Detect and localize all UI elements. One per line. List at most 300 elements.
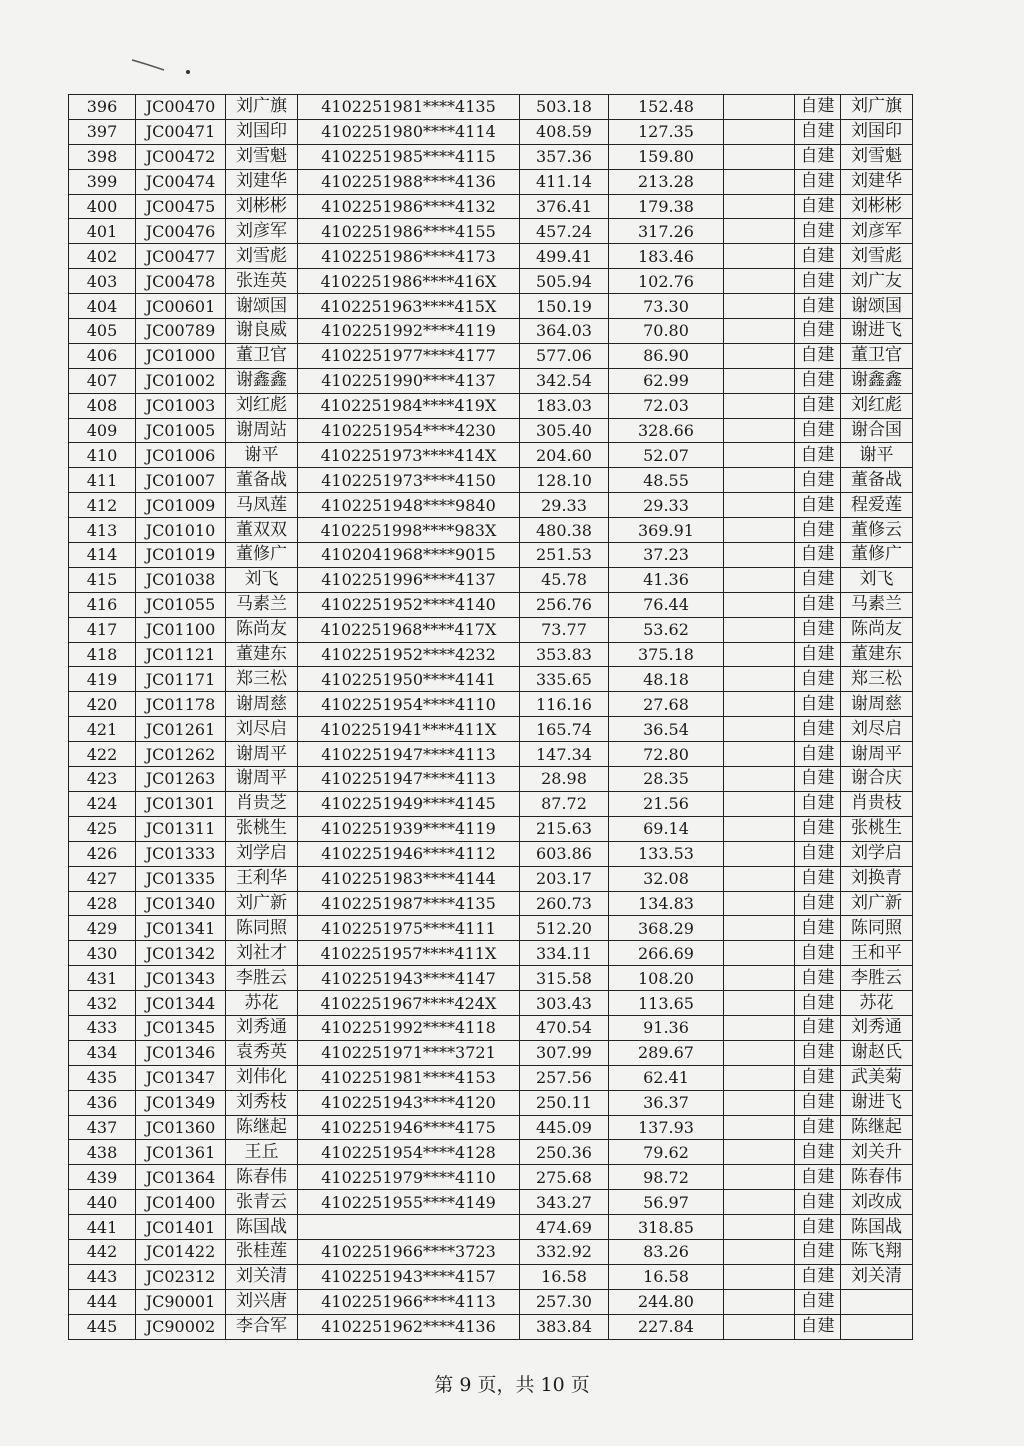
table-row [69, 294, 913, 319]
build-type: 自建 [795, 144, 841, 169]
parcel-code: JC00471 [136, 119, 226, 144]
table-row [69, 791, 913, 816]
owner-name: 谢周平 [841, 742, 913, 767]
blank-cell [724, 1289, 795, 1314]
table-row [69, 866, 913, 891]
owner-name: 刘广旗 [841, 95, 913, 120]
applicant-name: 苏花 [226, 991, 298, 1016]
id-number: 4102251988****4136 [298, 169, 520, 194]
build-type: 自建 [795, 592, 841, 617]
build-type: 自建 [795, 95, 841, 120]
parcel-code: JC00789 [136, 319, 226, 344]
build-type: 自建 [795, 991, 841, 1016]
parcel-code: JC01344 [136, 991, 226, 1016]
building-area: 79.62 [609, 1140, 724, 1165]
build-type: 自建 [795, 119, 841, 144]
parcel-code: JC01349 [136, 1090, 226, 1115]
building-area: 56.97 [609, 1190, 724, 1215]
id-number [298, 1215, 520, 1240]
id-number: 4102251954****4110 [298, 692, 520, 717]
blank-cell [724, 468, 795, 493]
table-row [69, 443, 913, 468]
applicant-name: 马凤莲 [226, 493, 298, 518]
blank-cell [724, 343, 795, 368]
building-area: 86.90 [609, 343, 724, 368]
blank-cell [724, 493, 795, 518]
owner-name [841, 1314, 913, 1339]
id-number: 4102251977****4177 [298, 343, 520, 368]
blank-cell [724, 1090, 795, 1115]
owner-name: 马素兰 [841, 592, 913, 617]
parcel-code: JC01019 [136, 543, 226, 568]
id-number: 4102251986****4132 [298, 194, 520, 219]
row-number: 434 [69, 1040, 136, 1065]
id-number: 4102251966****4113 [298, 1289, 520, 1314]
building-area: 16.58 [609, 1264, 724, 1289]
land-area: 303.43 [520, 991, 609, 1016]
table-row [69, 468, 913, 493]
owner-name: 郑三松 [841, 667, 913, 692]
parcel-code: JC01000 [136, 343, 226, 368]
land-area: 315.58 [520, 966, 609, 991]
row-number: 399 [69, 169, 136, 194]
build-type: 自建 [795, 667, 841, 692]
row-number: 431 [69, 966, 136, 991]
build-type: 自建 [795, 443, 841, 468]
id-number: 4102251943****4120 [298, 1090, 520, 1115]
row-number: 426 [69, 841, 136, 866]
land-area: 260.73 [520, 891, 609, 916]
owner-name: 陈春伟 [841, 1165, 913, 1190]
build-type: 自建 [795, 841, 841, 866]
owner-name: 刘飞 [841, 567, 913, 592]
id-number: 4102251943****4157 [298, 1264, 520, 1289]
building-area: 72.80 [609, 742, 724, 767]
row-number: 419 [69, 667, 136, 692]
build-type: 自建 [795, 1165, 841, 1190]
build-type: 自建 [795, 1065, 841, 1090]
build-type: 自建 [795, 1190, 841, 1215]
parcel-code: JC01400 [136, 1190, 226, 1215]
parcel-code: JC01121 [136, 642, 226, 667]
page-footer: 第 9 页，共 10 页 [434, 1374, 590, 1396]
blank-cell [724, 1215, 795, 1240]
applicant-name: 刘尽启 [226, 717, 298, 742]
row-number: 432 [69, 991, 136, 1016]
row-number: 428 [69, 891, 136, 916]
table-row [69, 841, 913, 866]
build-type: 自建 [795, 717, 841, 742]
owner-name: 董修云 [841, 518, 913, 543]
owner-name: 谢进飞 [841, 319, 913, 344]
land-area: 16.58 [520, 1264, 609, 1289]
row-number: 397 [69, 119, 136, 144]
row-number: 414 [69, 543, 136, 568]
applicant-name: 陈国战 [226, 1215, 298, 1240]
parcel-code: JC01171 [136, 667, 226, 692]
table-row [69, 692, 913, 717]
parcel-code: JC00601 [136, 294, 226, 319]
row-number: 405 [69, 319, 136, 344]
building-area: 28.35 [609, 767, 724, 792]
applicant-name: 刘广旗 [226, 95, 298, 120]
blank-cell [724, 866, 795, 891]
applicant-name: 谢周慈 [226, 692, 298, 717]
applicant-name: 董建东 [226, 642, 298, 667]
applicant-name: 谢周站 [226, 418, 298, 443]
build-type: 自建 [795, 368, 841, 393]
owner-name: 武美菊 [841, 1065, 913, 1090]
land-area: 343.27 [520, 1190, 609, 1215]
building-area: 328.66 [609, 418, 724, 443]
land-area: 128.10 [520, 468, 609, 493]
parcel-code: JC01335 [136, 866, 226, 891]
table-row [69, 567, 913, 592]
building-area: 179.38 [609, 194, 724, 219]
row-number: 421 [69, 717, 136, 742]
build-type: 自建 [795, 791, 841, 816]
land-area: 147.34 [520, 742, 609, 767]
id-number: 4102251962****4136 [298, 1314, 520, 1339]
parcel-code: JC01261 [136, 717, 226, 742]
parcel-code: JC01010 [136, 518, 226, 543]
land-area: 512.20 [520, 916, 609, 941]
blank-cell [724, 1190, 795, 1215]
table-row [69, 941, 913, 966]
blank-cell [724, 592, 795, 617]
building-area: 213.28 [609, 169, 724, 194]
applicant-name: 谢颂国 [226, 294, 298, 319]
building-area: 69.14 [609, 816, 724, 841]
applicant-name: 刘建华 [226, 169, 298, 194]
building-area: 36.54 [609, 717, 724, 742]
id-number: 4102251950****4141 [298, 667, 520, 692]
blank-cell [724, 244, 795, 269]
parcel-code: JC01009 [136, 493, 226, 518]
land-area: 364.03 [520, 319, 609, 344]
applicant-name: 刘伟化 [226, 1065, 298, 1090]
land-area: 183.03 [520, 393, 609, 418]
id-number: 4102251986****4173 [298, 244, 520, 269]
row-number: 415 [69, 567, 136, 592]
building-area: 113.65 [609, 991, 724, 1016]
build-type: 自建 [795, 1090, 841, 1115]
build-type: 自建 [795, 866, 841, 891]
table-row [69, 1289, 913, 1314]
land-area: 470.54 [520, 1015, 609, 1040]
land-area: 335.65 [520, 667, 609, 692]
blank-cell [724, 219, 795, 244]
row-number: 445 [69, 1314, 136, 1339]
id-number: 4102251975****4111 [298, 916, 520, 941]
table-row [69, 916, 913, 941]
building-area: 137.93 [609, 1115, 724, 1140]
blank-cell [724, 567, 795, 592]
parcel-code: JC90001 [136, 1289, 226, 1314]
applicant-name: 刘秀通 [226, 1015, 298, 1040]
applicant-name: 董双双 [226, 518, 298, 543]
building-area: 83.26 [609, 1239, 724, 1264]
id-number: 4102251949****4145 [298, 791, 520, 816]
parcel-code: JC01178 [136, 692, 226, 717]
id-number: 4102251979****4110 [298, 1165, 520, 1190]
table-row [69, 767, 913, 792]
parcel-code: JC01311 [136, 816, 226, 841]
land-area: 204.60 [520, 443, 609, 468]
applicant-name: 陈春伟 [226, 1165, 298, 1190]
table-row [69, 891, 913, 916]
row-number: 437 [69, 1115, 136, 1140]
applicant-name: 刘红彪 [226, 393, 298, 418]
build-type: 自建 [795, 1314, 841, 1339]
land-area: 334.11 [520, 941, 609, 966]
table-row [69, 966, 913, 991]
build-type: 自建 [795, 941, 841, 966]
building-area: 227.84 [609, 1314, 724, 1339]
build-type: 自建 [795, 1239, 841, 1264]
applicant-name: 张桃生 [226, 816, 298, 841]
applicant-name: 李合军 [226, 1314, 298, 1339]
owner-name: 刘雪魁 [841, 144, 913, 169]
owner-name: 刘学启 [841, 841, 913, 866]
owner-name: 刘关升 [841, 1140, 913, 1165]
land-area: 305.40 [520, 418, 609, 443]
parcel-code: JC01262 [136, 742, 226, 767]
land-area: 499.41 [520, 244, 609, 269]
table-row [69, 418, 913, 443]
row-number: 398 [69, 144, 136, 169]
row-number: 406 [69, 343, 136, 368]
blank-cell [724, 717, 795, 742]
table-row [69, 592, 913, 617]
owner-name: 董卫官 [841, 343, 913, 368]
applicant-name: 刘社才 [226, 941, 298, 966]
applicant-name: 刘彬彬 [226, 194, 298, 219]
applicant-name: 郑三松 [226, 667, 298, 692]
land-area: 257.56 [520, 1065, 609, 1090]
build-type: 自建 [795, 1015, 841, 1040]
parcel-code: JC01006 [136, 443, 226, 468]
owner-name: 刘广新 [841, 891, 913, 916]
row-number: 427 [69, 866, 136, 891]
build-type: 自建 [795, 543, 841, 568]
building-area: 375.18 [609, 642, 724, 667]
blank-cell [724, 269, 795, 294]
parcel-code: JC01007 [136, 468, 226, 493]
table-row [69, 368, 913, 393]
parcel-code: JC01038 [136, 567, 226, 592]
parcel-code: JC01345 [136, 1015, 226, 1040]
owner-name: 谢周慈 [841, 692, 913, 717]
building-area: 183.46 [609, 244, 724, 269]
owner-name: 陈国战 [841, 1215, 913, 1240]
id-number: 4102251981****4153 [298, 1065, 520, 1090]
applicant-name: 刘广新 [226, 891, 298, 916]
id-number: 4102251968****417X [298, 617, 520, 642]
land-area: 408.59 [520, 119, 609, 144]
build-type: 自建 [795, 891, 841, 916]
parcel-code: JC01361 [136, 1140, 226, 1165]
building-area: 32.08 [609, 866, 724, 891]
owner-name: 苏花 [841, 991, 913, 1016]
applicant-name: 陈尚友 [226, 617, 298, 642]
owner-name: 刘建华 [841, 169, 913, 194]
row-number: 444 [69, 1289, 136, 1314]
id-number: 4102251992****4119 [298, 319, 520, 344]
building-area: 76.44 [609, 592, 724, 617]
building-area: 37.23 [609, 543, 724, 568]
parcel-code: JC01341 [136, 916, 226, 941]
parcel-code: JC01002 [136, 368, 226, 393]
owner-name: 董建东 [841, 642, 913, 667]
applicant-name: 董备战 [226, 468, 298, 493]
owner-name: 谢鑫鑫 [841, 368, 913, 393]
table-row [69, 319, 913, 344]
table-row [69, 1190, 913, 1215]
parcel-code: JC01100 [136, 617, 226, 642]
building-area: 27.68 [609, 692, 724, 717]
build-type: 自建 [795, 966, 841, 991]
blank-cell [724, 816, 795, 841]
build-type: 自建 [795, 567, 841, 592]
building-area: 91.36 [609, 1015, 724, 1040]
applicant-name: 李胜云 [226, 966, 298, 991]
blank-cell [724, 294, 795, 319]
blank-cell [724, 194, 795, 219]
id-number: 4102251957****411X [298, 941, 520, 966]
table-row [69, 1140, 913, 1165]
table-row [69, 343, 913, 368]
row-number: 439 [69, 1165, 136, 1190]
building-area: 53.62 [609, 617, 724, 642]
build-type: 自建 [795, 692, 841, 717]
row-number: 409 [69, 418, 136, 443]
owner-name: 谢赵氏 [841, 1040, 913, 1065]
table-row [69, 169, 913, 194]
building-area: 29.33 [609, 493, 724, 518]
blank-cell [724, 144, 795, 169]
row-number: 442 [69, 1239, 136, 1264]
table-row [69, 1065, 913, 1090]
id-number: 4102251980****4114 [298, 119, 520, 144]
build-type: 自建 [795, 518, 841, 543]
parcel-code: JC00477 [136, 244, 226, 269]
parcel-code: JC00478 [136, 269, 226, 294]
building-area: 127.35 [609, 119, 724, 144]
blank-cell [724, 916, 795, 941]
row-number: 407 [69, 368, 136, 393]
building-area: 62.41 [609, 1065, 724, 1090]
applicant-name: 张连英 [226, 269, 298, 294]
id-number: 4102251946****4175 [298, 1115, 520, 1140]
blank-cell [724, 393, 795, 418]
land-area: 28.98 [520, 767, 609, 792]
parcel-code: JC01401 [136, 1215, 226, 1240]
land-area: 474.69 [520, 1215, 609, 1240]
blank-cell [724, 1065, 795, 1090]
id-number: 4102251973****4150 [298, 468, 520, 493]
table-row [69, 518, 913, 543]
applicant-name: 刘秀枝 [226, 1090, 298, 1115]
build-type: 自建 [795, 343, 841, 368]
land-area: 480.38 [520, 518, 609, 543]
blank-cell [724, 543, 795, 568]
blank-cell [724, 169, 795, 194]
land-area: 29.33 [520, 493, 609, 518]
id-number: 4102251981****4135 [298, 95, 520, 120]
owner-name: 董备战 [841, 468, 913, 493]
row-number: 436 [69, 1090, 136, 1115]
blank-cell [724, 742, 795, 767]
owner-name: 董修广 [841, 543, 913, 568]
owner-name: 刘彦军 [841, 219, 913, 244]
owner-name: 陈飞翔 [841, 1239, 913, 1264]
land-area: 45.78 [520, 567, 609, 592]
table-row [69, 667, 913, 692]
land-area: 165.74 [520, 717, 609, 742]
building-area: 48.18 [609, 667, 724, 692]
building-area: 41.36 [609, 567, 724, 592]
id-number: 4102251986****416X [298, 269, 520, 294]
table-row [69, 991, 913, 1016]
build-type: 自建 [795, 1040, 841, 1065]
building-area: 134.83 [609, 891, 724, 916]
table-row [69, 269, 913, 294]
row-number: 443 [69, 1264, 136, 1289]
building-area: 244.80 [609, 1289, 724, 1314]
land-area: 116.16 [520, 692, 609, 717]
building-area: 70.80 [609, 319, 724, 344]
blank-cell [724, 319, 795, 344]
blank-cell [724, 667, 795, 692]
land-area: 256.76 [520, 592, 609, 617]
building-area: 108.20 [609, 966, 724, 991]
blank-cell [724, 991, 795, 1016]
row-number: 420 [69, 692, 136, 717]
build-type: 自建 [795, 642, 841, 667]
applicant-name: 马素兰 [226, 592, 298, 617]
parcel-code: JC01347 [136, 1065, 226, 1090]
table-row [69, 1264, 913, 1289]
building-area: 368.29 [609, 916, 724, 941]
land-area: 257.30 [520, 1289, 609, 1314]
blank-cell [724, 95, 795, 120]
id-number: 4102251998****983X [298, 518, 520, 543]
parcel-code: JC01055 [136, 592, 226, 617]
parcel-code: JC01263 [136, 767, 226, 792]
table-row [69, 393, 913, 418]
row-number: 400 [69, 194, 136, 219]
applicant-name: 刘兴唐 [226, 1289, 298, 1314]
building-area: 266.69 [609, 941, 724, 966]
applicant-name: 张青云 [226, 1190, 298, 1215]
land-area: 357.36 [520, 144, 609, 169]
id-number: 4102251985****4115 [298, 144, 520, 169]
parcel-code: JC00476 [136, 219, 226, 244]
owner-name: 王和平 [841, 941, 913, 966]
build-type: 自建 [795, 269, 841, 294]
building-area: 62.99 [609, 368, 724, 393]
applicant-name: 刘雪魁 [226, 144, 298, 169]
id-number: 4102251983****4144 [298, 866, 520, 891]
row-number: 401 [69, 219, 136, 244]
applicant-name: 谢鑫鑫 [226, 368, 298, 393]
table-row [69, 219, 913, 244]
building-area: 48.55 [609, 468, 724, 493]
land-area: 445.09 [520, 1115, 609, 1140]
table-row [69, 119, 913, 144]
applicant-name: 谢周平 [226, 742, 298, 767]
